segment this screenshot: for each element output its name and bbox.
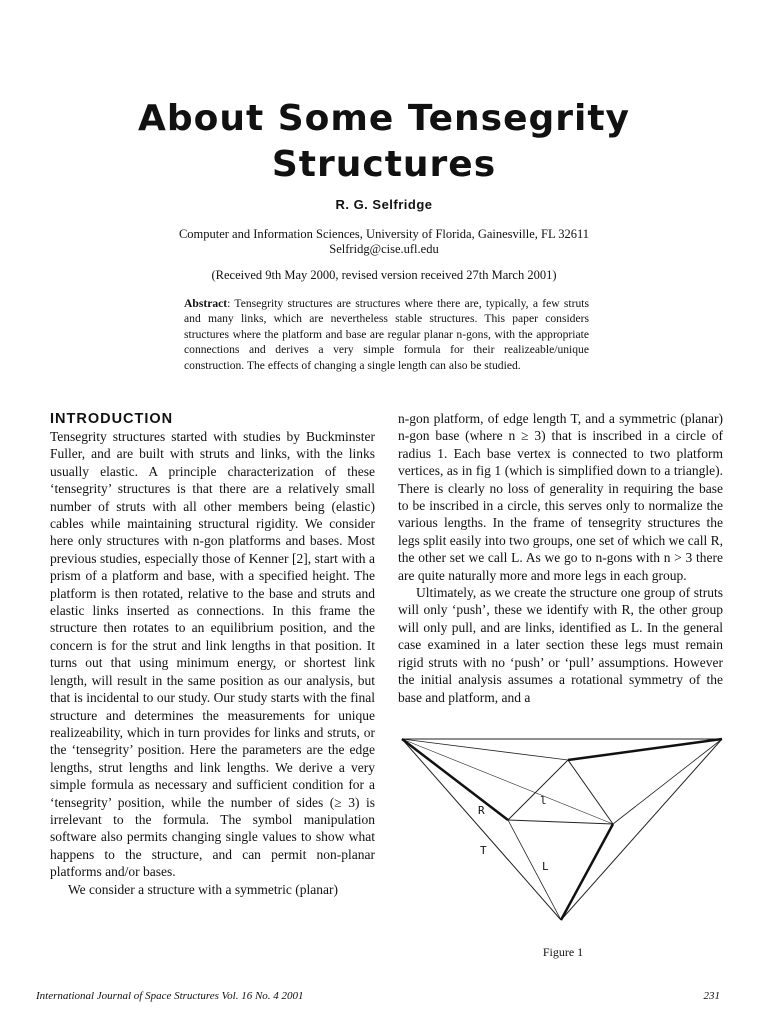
title-line-2: Structures bbox=[271, 144, 497, 185]
title-line-1: About Some Tensegrity bbox=[137, 98, 631, 139]
page-number: 231 bbox=[703, 990, 720, 1002]
label-R: R bbox=[478, 804, 485, 817]
left-column bbox=[50, 410, 375, 898]
affiliation bbox=[0, 227, 768, 257]
section-heading-introduction: INTRODUCTION bbox=[50, 411, 174, 427]
label-l: l bbox=[540, 794, 547, 807]
link-thin-3 bbox=[508, 820, 561, 920]
intro-paragraph-2: We consider a structure with a symmetric (planar) bbox=[68, 881, 338, 897]
paper-title bbox=[0, 96, 768, 188]
affiliation-line-1: Computer and Information Sciences, University of Florida, Gainesville, FL 32611 bbox=[178, 227, 590, 241]
intro-paragraph-1: Tensegrity structures started with studies by Buckminster Fuller, and are built with struts and links, with the links usually elastic. A principle characterization of these ‘tensegrity’ structures is that there are a relatively small number of struts with all other members being (elastic) cables while maintaining structural rigidity. We consider here only structures with n-gon platforms and bases. Most previous studies, especially those of Kenner [2], start with a prism of a platform and base, with a specified height. The platform is then rotated, relative to the base and struts and elastic links inserted as connections. In this frame the structure then rotates to an equilibrium position, and the concern is for the strut and link lengths in that position. It turns out that using minimum energy, or shortest link length, will result in the same position as our analysis, but that is incidental to our study. Our study starts with the final structure and determines the measurements for unique realizeability, which in turn provides for links and struts, or the ‘tensegrity’ position. Here the parameters are the edge lengths, strut lengths and link lengths. We derive a very simple formula as necessary and sufficient condition for a ‘tensegrity’ position, while the number of sides (≥ 3) is irrelevant to the formula. The symbol manipulation software also permits changing single values to show what happens to the structure, and can permit non-planar platforms and/or bases. bbox=[50, 429, 375, 880]
platform-edge-3 bbox=[568, 760, 613, 824]
base-edge-right bbox=[561, 739, 722, 920]
abstract-text: : Tensegrity structures are structures where there are, typically, a few struts and many links, which are nevertheless stable structures. This paper considers structures where the platform and base are regular planar n-gons, with the appropriate connections and derives a very simple formula for their realizeable/unique construction. The effects of changing a single length can also be studied. bbox=[184, 297, 589, 372]
label-L: L bbox=[542, 860, 549, 873]
figure-caption: Figure 1 bbox=[542, 945, 584, 959]
tensegrity-diagram bbox=[398, 730, 728, 930]
journal-footer: International Journal of Space Structures Vol. 16 No. 4 2001 bbox=[36, 990, 304, 1002]
label-T: T bbox=[480, 844, 487, 857]
strut-R bbox=[402, 739, 508, 820]
right-column bbox=[398, 410, 723, 706]
right-paragraph-1: n-gon platform, of edge length T, and a symmetric (planar) n-gon base (where n ≥ 3) that is inscribed in a circle of radius 1. Each base vertex is connected to two platform vertices, as in fig 1 (which is simplified down to a triangle). There is clearly no loss of generality in requiring the base to be inscribed in a circle, this serves only to normalize the various lengths. In the frame of tensegrity structures the legs split easily into two groups, one set of which we call R, the other set we call L. As we go to n-gons with n > 3 there are quite naturally more and more legs in each group. bbox=[398, 411, 723, 583]
base-edge-left bbox=[402, 739, 561, 920]
platform-edge-2 bbox=[508, 760, 568, 820]
right-paragraph-2: Ultimately, as we create the structure one group of struts will only ‘push’, these we identify with R, the other group will only pull, and are links, identified as L. In the general case examined in a later section these legs must remain rigid struts with no ‘push’ or ‘pull’ assumptions. However the initial analysis assumes a rotational symmetry of the base and platform, and a bbox=[398, 585, 723, 705]
received-dates: (Received 9th May 2000, revised version received 27th March 2001) bbox=[211, 268, 557, 282]
author-email: Selfridg@cise.ufl.edu bbox=[329, 242, 439, 256]
abstract bbox=[184, 296, 589, 373]
link-thin-4 bbox=[402, 739, 613, 824]
abstract-label: Abstract bbox=[184, 297, 228, 310]
figure-1 bbox=[398, 730, 728, 930]
strut-L bbox=[561, 824, 613, 920]
author-name: R. G. Selfridge bbox=[335, 197, 433, 212]
platform-edge-1 bbox=[508, 820, 613, 824]
